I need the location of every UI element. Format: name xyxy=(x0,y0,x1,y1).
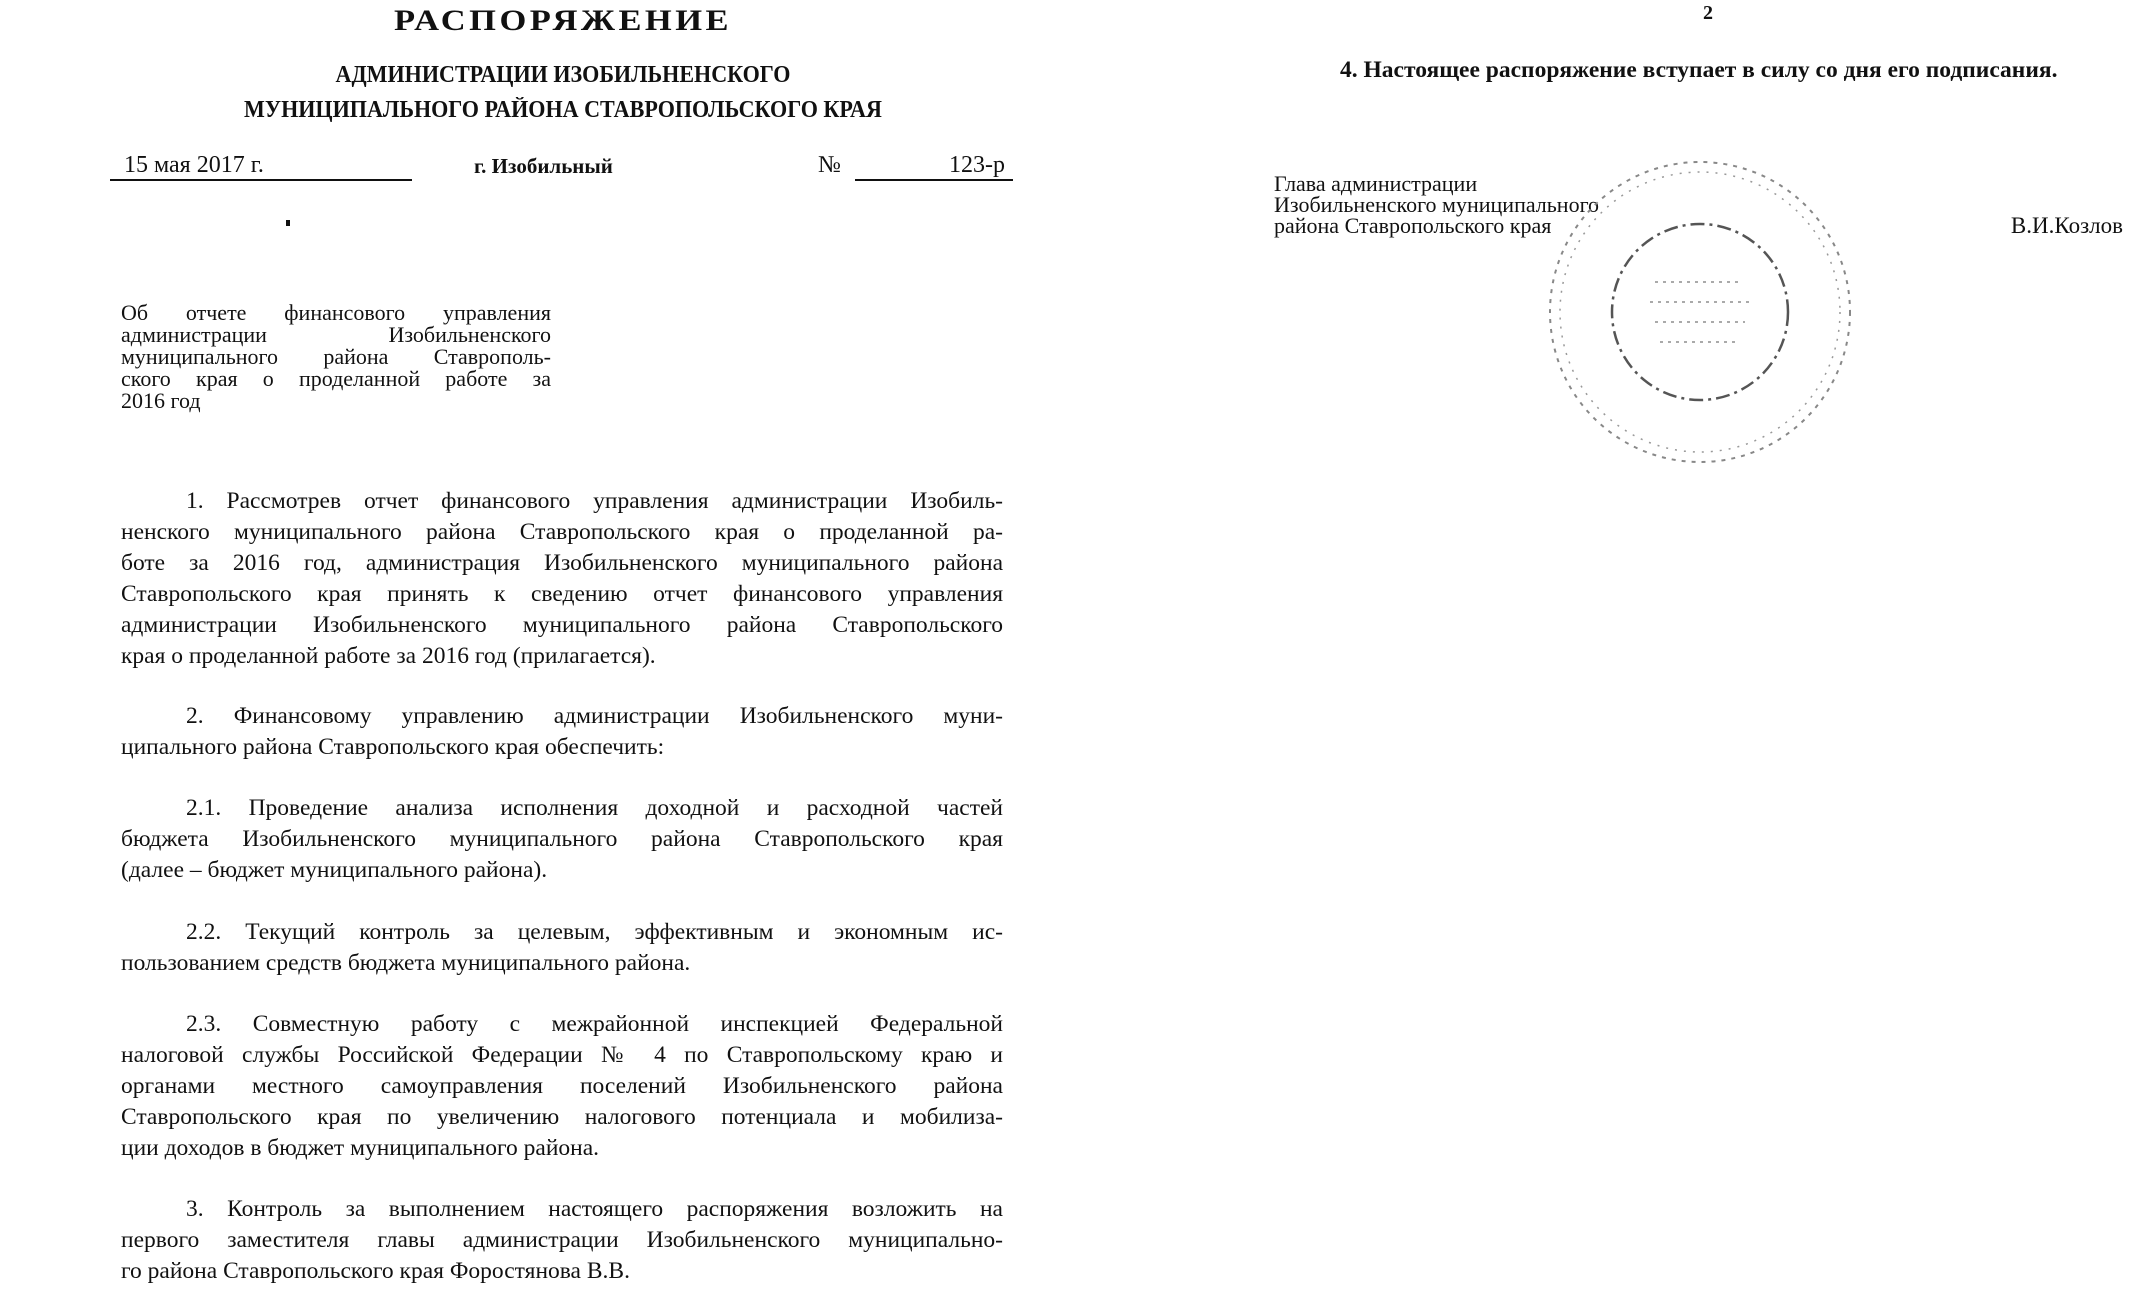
paragraph-line: органами местного самоуправления поселений Изобильненского района xyxy=(121,1073,1003,1099)
paragraph-line: администрации Изобильненского муниципального района Ставропольского xyxy=(121,612,1003,638)
organization-line-2: МУНИЦИПАЛЬНОГО РАЙОНА СТАВРОПОЛЬСКОГО КРАЯ xyxy=(244,97,882,123)
page-number: 2 xyxy=(1703,2,1713,24)
subject-line: ского края о проделанной работе за xyxy=(121,366,551,391)
paragraph-line: бюджета Изобильненского муниципального района Ставропольского края xyxy=(121,826,1003,852)
paragraph-line: ции доходов в бюджет муниципального района. xyxy=(121,1135,600,1161)
body-paragraph xyxy=(121,917,1003,979)
signatory-name: В.И.Козлов xyxy=(2010,213,2123,238)
paragraph-line: 1. Рассмотрев отчет финансового управления администрации Изобиль- xyxy=(186,488,1003,514)
paragraph-line: 2.2. Текущий контроль за целевым, эффективным и экономным ис- xyxy=(186,919,1003,945)
paragraph-line: ненского муниципального района Ставропольского края о проделанной ра- xyxy=(121,519,1003,545)
signatory-line: Изобильненского муниципального xyxy=(1274,192,1600,217)
subject-line: администрации Изобильненского xyxy=(121,322,551,347)
paragraph-line: 2.3. Совместную работу с межрайонной инспекцией Федеральной xyxy=(186,1011,1003,1037)
body-paragraph xyxy=(121,701,1003,763)
document-date: 15 мая 2017 г. xyxy=(124,152,264,178)
paragraph-line: Ставропольского края принять к сведению отчет финансового управления xyxy=(121,581,1003,607)
number-field xyxy=(855,152,1013,181)
body-paragraph xyxy=(121,1194,1003,1287)
paragraph-line: пользованием средств бюджета муниципального района. xyxy=(121,950,691,976)
document-type-title: РАСПОРЯЖЕНИЕ xyxy=(394,4,732,37)
signatory-line: района Ставропольского края xyxy=(1274,213,1552,238)
signatory-line: Глава администрации xyxy=(1274,171,1478,196)
document-city: г. Изобильный xyxy=(474,154,613,178)
subject-line: 2016 год xyxy=(121,388,201,413)
paragraph-line: Ставропольского края по увеличению налогового потенциала и мобилиза- xyxy=(121,1104,1003,1130)
subject-line: Об отчете финансового управления xyxy=(121,300,551,325)
official-stamp-icon xyxy=(1540,152,1860,472)
paragraph-line: первого заместителя главы администрации Изобильненского муниципально- xyxy=(121,1227,1003,1253)
body-paragraph xyxy=(121,486,1003,672)
paragraph-line: налоговой службы Российской Федерации № 4 по Ставропольскому краю и xyxy=(121,1042,1003,1068)
paragraph-4: 4. Настоящее распоряжение вступает в силу со дня его подписания. xyxy=(1340,57,2058,83)
paragraph-line: 3. Контроль за выполнением настоящего распоряжения возложить на xyxy=(186,1196,1003,1222)
paragraph-line: боте за 2016 год, администрация Изобильненского муниципального района xyxy=(121,550,1003,576)
document-number: 123-р xyxy=(949,152,1005,178)
paragraph-line: края о проделанной работе за 2016 год (прилагается). xyxy=(121,643,656,669)
paragraph-line: го района Ставропольского края Форостянова В.В. xyxy=(121,1258,630,1284)
paragraph-line: (далее – бюджет муниципального района). xyxy=(121,857,548,883)
document-subject xyxy=(121,302,551,412)
paragraph-line: 2.1. Проведение анализа исполнения доходной и расходной частей xyxy=(186,795,1003,821)
body-paragraph xyxy=(121,793,1003,886)
date-field xyxy=(110,152,412,181)
organization-line-1: АДМИНИСТРАЦИИ ИЗОБИЛЬНЕНСКОГО xyxy=(335,62,791,88)
scan-speck xyxy=(286,220,290,226)
number-label: № xyxy=(818,152,841,178)
body-paragraph xyxy=(121,1009,1003,1164)
paragraph-line: 2. Финансовому управлению администрации Изобильненского муни- xyxy=(186,703,1003,729)
subject-line: муниципального района Ставрополь- xyxy=(121,344,551,369)
paragraph-line: ципального района Ставропольского края обеспечить: xyxy=(121,734,665,760)
